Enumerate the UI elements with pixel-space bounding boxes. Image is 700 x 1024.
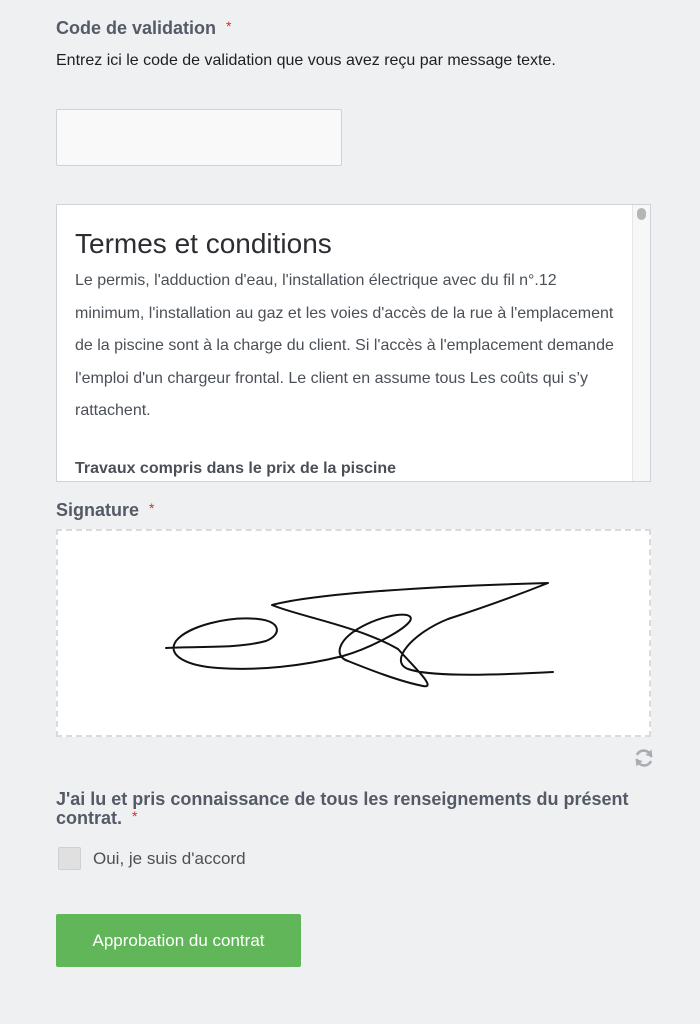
terms-title: Termes et conditions: [75, 228, 332, 259]
signature-label-text: Signature: [56, 500, 140, 520]
terms-scroll-box[interactable]: [56, 204, 651, 482]
approve-contract-button[interactable]: Approbation du contrat: [56, 914, 301, 967]
signature-drawing: [58, 531, 649, 735]
terms-scrollbar-thumb[interactable]: [637, 208, 646, 220]
signature-pad[interactable]: [56, 529, 651, 737]
required-asterisk: *: [226, 18, 232, 34]
terms-body: Le permis, l'adduction d'eau, l'installation électrique avec du fil n°.12 minimum, l'installation au gaz et les voies d'accès de la rue à l'emplacement de la piscine sont à la charge du client. Si l'accès à l'emplacement demande l'emploi d'un chargeur frontal. Le client en assume tous Les coûts qui s’y rattachent.: [75, 272, 614, 419]
terms-subheading: Travaux compris dans le prix de la piscine: [75, 459, 397, 477]
signature-label: [56, 500, 154, 521]
agree-checkbox[interactable]: [58, 847, 81, 870]
required-asterisk: *: [149, 500, 155, 516]
consent-label: [56, 790, 656, 829]
refresh-icon[interactable]: [632, 746, 656, 770]
validation-code-help: Entrez ici le code de validation que vous avez reçu par message texte.: [56, 52, 556, 69]
terms-scrollbar[interactable]: [632, 205, 650, 481]
validation-code-label-text: Code de validation: [56, 18, 217, 38]
agree-checkbox-label[interactable]: Oui, je suis d'accord: [93, 849, 246, 868]
validation-code-input[interactable]: [56, 109, 342, 166]
terms-content: [75, 227, 615, 478]
consent-label-text: J'ai lu et pris connaissance de tous les renseignements du présent contrat.: [56, 789, 629, 828]
validation-code-label: [56, 18, 231, 39]
required-asterisk: *: [132, 808, 138, 824]
